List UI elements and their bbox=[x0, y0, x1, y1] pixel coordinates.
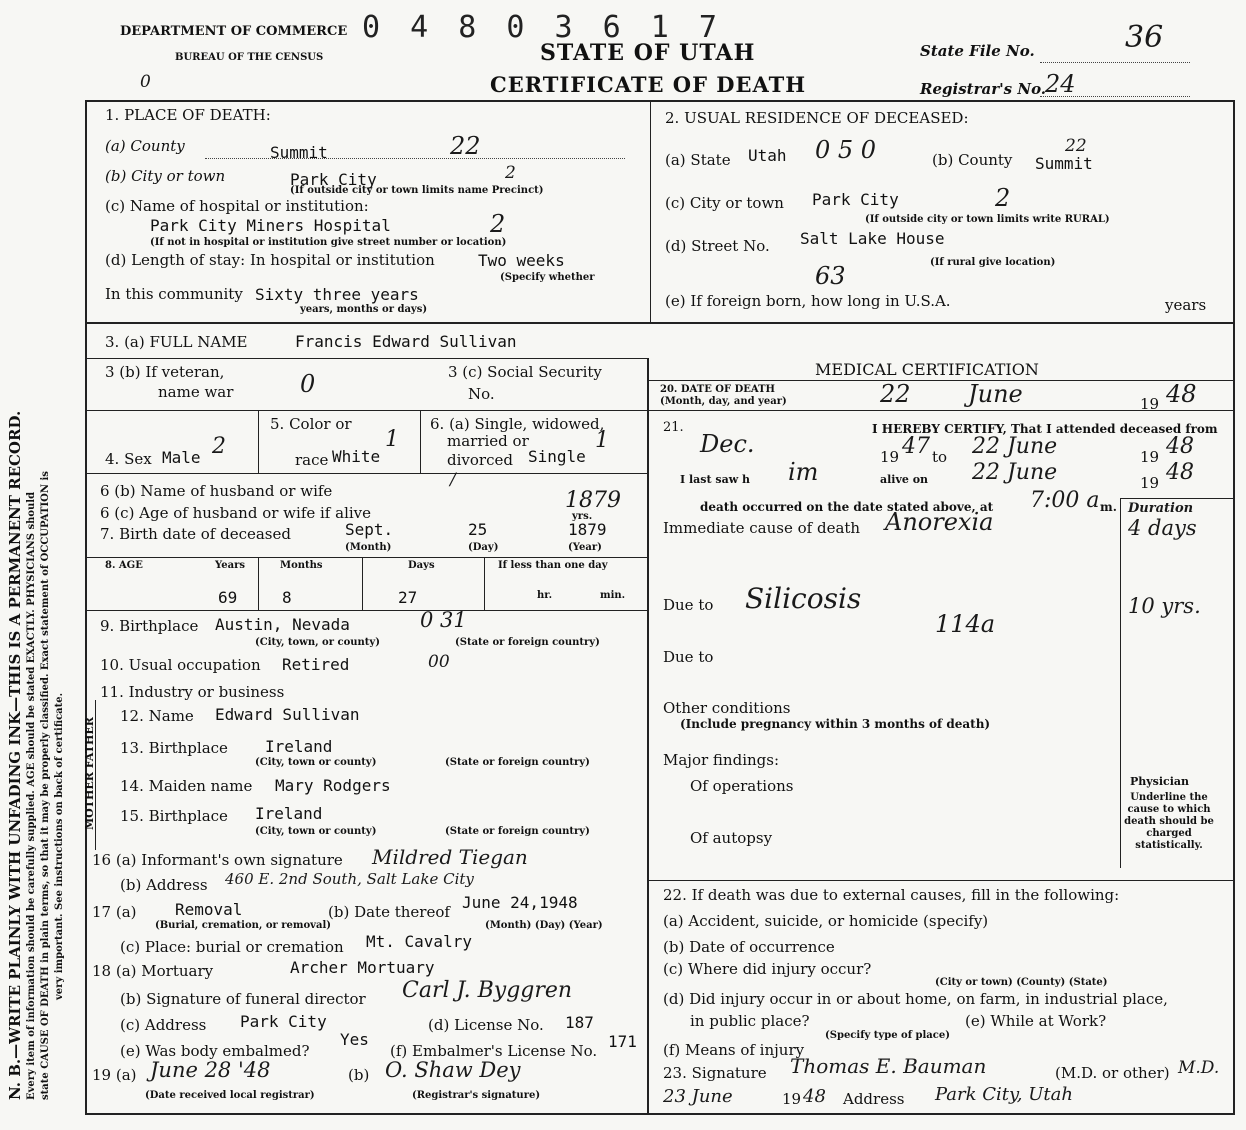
res-foreign-unit: years bbox=[1165, 296, 1207, 314]
birthplace-note2: (State or foreign country) bbox=[455, 637, 600, 648]
side-instruction-3: state CAUSE OF DEATH in plain terms, so that it may be properly classified. Exact statement of OCCUPATION is bbox=[40, 471, 51, 1100]
mortuary-address-value: Park City bbox=[240, 1012, 327, 1031]
birthplace-label: 9. Birthplace bbox=[100, 617, 199, 635]
spouse-label: 6 (b) Name of husband or wife bbox=[100, 482, 333, 500]
burial-date-value: June 24,1948 bbox=[462, 893, 578, 912]
mother-birth-label: 15. Birthplace bbox=[120, 807, 228, 825]
father-name-value: Edward Sullivan bbox=[215, 705, 360, 724]
veteran-label-2: name war bbox=[158, 383, 234, 401]
pod-hospital-code: 2 bbox=[490, 210, 506, 238]
autopsy-label: Of autopsy bbox=[690, 829, 773, 847]
res-city-value: Park City bbox=[812, 190, 899, 209]
age-months: 8 bbox=[282, 588, 292, 607]
ssn-label-1: 3 (c) Social Security bbox=[448, 363, 602, 381]
father-birth-value: Ireland bbox=[265, 737, 333, 756]
marital-code: 1 bbox=[595, 428, 609, 453]
other-conditions-label: Other conditions bbox=[663, 699, 791, 717]
occurred-value: 7:00 a bbox=[1030, 488, 1100, 513]
birth-date-label: 7. Birth date of deceased bbox=[100, 525, 291, 543]
residence-heading: 2. USUAL RESIDENCE OF DECEASED: bbox=[665, 109, 969, 127]
embalmer-license-label: (f) Embalmer's License No. bbox=[390, 1042, 598, 1060]
physician-signature: Thomas E. Bauman bbox=[790, 1054, 987, 1078]
informant-address-label: (b) Address bbox=[120, 876, 208, 894]
mother-name-label: 14. Maiden name bbox=[120, 777, 253, 795]
attended-to-label: to bbox=[932, 448, 948, 466]
pod-city-value: Park City bbox=[290, 170, 377, 189]
external-c-note: (City or town) (County) (State) bbox=[935, 977, 1108, 988]
res-city-label: (c) City or town bbox=[665, 194, 784, 212]
duration-label: Duration bbox=[1128, 501, 1194, 516]
marital-label-3: divorced bbox=[447, 451, 513, 469]
age-months-lbl: Months bbox=[280, 560, 323, 571]
parents-side-label: MOTHER FATHER bbox=[83, 717, 96, 830]
received-value: June 28 '48 bbox=[150, 1058, 271, 1082]
res-county-value: Summit bbox=[1035, 154, 1093, 173]
major-findings-label: Major findings: bbox=[663, 751, 780, 769]
attended-to-date: 22 June bbox=[972, 434, 1058, 459]
state-file-value: 36 bbox=[1125, 20, 1164, 55]
attended-to-yp: 19 bbox=[1140, 448, 1160, 466]
external-b-label: (b) Date of occurrence bbox=[663, 938, 835, 956]
burial-date-note: (Month) (Day) (Year) bbox=[485, 920, 603, 931]
pod-county-code: 22 bbox=[450, 132, 481, 160]
due-to-1-duration: 10 yrs. bbox=[1128, 594, 1201, 618]
physician-title: Physician bbox=[1130, 775, 1190, 788]
external-f-label: (f) Means of injury bbox=[663, 1041, 805, 1059]
registrar-sig-note: (Registrar's signature) bbox=[412, 1090, 541, 1101]
birthplace-value: Austin, Nevada bbox=[215, 615, 350, 634]
res-county-label: (b) County bbox=[932, 151, 1013, 169]
res-state-code: 0 5 0 bbox=[815, 136, 877, 164]
spouse-age-mark: 1879 bbox=[565, 488, 621, 513]
signature-year: 48 bbox=[803, 1086, 826, 1107]
corner-note: 0 bbox=[140, 72, 151, 92]
funeral-director-label: (b) Signature of funeral director bbox=[120, 990, 366, 1008]
burial-label: 17 (a) bbox=[92, 903, 137, 921]
birth-year-lbl: (Year) bbox=[568, 542, 602, 553]
industry-label: 11. Industry or business bbox=[100, 683, 285, 701]
full-name-label: 3. (a) FULL NAME bbox=[105, 333, 248, 351]
pod-city-note: (If outside city or town limits name Precinct) bbox=[290, 185, 544, 196]
res-state-value: Utah bbox=[748, 146, 787, 165]
dod-year-prefix: 19 bbox=[1140, 395, 1160, 413]
medical-heading: MEDICAL CERTIFICATION bbox=[815, 360, 1039, 379]
birth-month: Sept. bbox=[345, 520, 394, 539]
state-file-label: State File No. bbox=[920, 42, 1035, 60]
marital-label-1: 6. (a) Single, widowed, bbox=[430, 415, 605, 433]
father-name-label: 12. Name bbox=[120, 707, 194, 725]
burial-date-label: (b) Date thereof bbox=[328, 903, 450, 921]
external-e-label: (e) While at Work? bbox=[965, 1012, 1107, 1030]
operations-label: Of operations bbox=[690, 777, 794, 795]
received-label: 19 (a) bbox=[92, 1066, 137, 1084]
immediate-cause-value: Anorexia bbox=[885, 508, 994, 536]
due-to-1-label: Due to bbox=[663, 596, 714, 614]
pod-hospital-label: (c) Name of hospital or institution: bbox=[105, 197, 369, 215]
age-years-lbl: Years bbox=[215, 560, 246, 571]
external-d-label: (d) Did injury occur in or about home, on farm, in industrial place, bbox=[663, 990, 1168, 1008]
color-label-2: race bbox=[295, 451, 329, 469]
age-years: 69 bbox=[218, 588, 238, 607]
mother-place-note1: (City, town or county) bbox=[255, 826, 377, 837]
department-label: DEPARTMENT OF COMMERCE bbox=[120, 24, 348, 39]
pod-stay-value: Two weeks bbox=[478, 251, 565, 270]
father-place-note2: (State or foreign country) bbox=[445, 757, 590, 768]
mortuary-value: Archer Mortuary bbox=[290, 958, 435, 977]
age-min-lbl: min. bbox=[600, 590, 626, 601]
res-city-note: (If outside city or town limits write RURAL) bbox=[865, 214, 1110, 225]
mother-place-note2: (State or foreign country) bbox=[445, 826, 590, 837]
spouse-age-unit: yrs. bbox=[572, 511, 593, 522]
pod-county-label: (a) County bbox=[105, 137, 185, 155]
birth-year: 1879 bbox=[568, 520, 607, 539]
external-a-label: (a) Accident, suicide, or homicide (specify) bbox=[663, 912, 989, 930]
last-saw-label: I last saw h bbox=[680, 473, 751, 486]
license-value: 187 bbox=[565, 1013, 594, 1032]
color-value: White bbox=[332, 447, 381, 466]
birthplace-note1: (City, town, or county) bbox=[255, 637, 380, 648]
burial-value: Removal bbox=[175, 900, 243, 919]
attended-to-year: 48 bbox=[1166, 434, 1194, 459]
physician-note: Underline the cause to which death should be charged statistically. bbox=[1124, 792, 1214, 851]
pod-stay-note: (Specify whether bbox=[500, 272, 595, 283]
side-instruction-main: N. B.—WRITE PLAINLY WITH UNFADING INK—THIS IS A PERMANENT RECORD. bbox=[6, 410, 24, 1100]
age-days: 27 bbox=[398, 588, 418, 607]
pod-hospital-note: (If not in hospital or institution give street number or location) bbox=[150, 237, 507, 248]
birth-day-lbl: (Day) bbox=[468, 542, 499, 553]
marital-value: Single bbox=[528, 447, 586, 466]
age-hr-lbl: hr. bbox=[537, 590, 553, 601]
pod-city-code: 2 bbox=[505, 163, 516, 183]
spouse-age-label: 6 (c) Age of husband or wife if alive bbox=[100, 504, 372, 522]
father-place-note1: (City, town or county) bbox=[255, 757, 377, 768]
embalmer-license-value: 171 bbox=[608, 1032, 637, 1051]
pod-county-value: Summit bbox=[270, 143, 328, 162]
alive-label: alive on bbox=[880, 473, 929, 486]
cert-text: I HEREBY CERTIFY, That I attended deceased from bbox=[872, 422, 1218, 436]
res-street-value: Salt Lake House bbox=[800, 229, 945, 248]
dod-year: 48 bbox=[1166, 380, 1197, 408]
signature-address-label: Address bbox=[843, 1090, 905, 1108]
pod-community-value: Sixty three years bbox=[255, 285, 419, 304]
due-to-2-label: Due to bbox=[663, 648, 714, 666]
signature-title: (M.D. or other) bbox=[1055, 1064, 1170, 1082]
pod-community-label: In this community bbox=[105, 285, 243, 303]
signature-md: M.D. bbox=[1178, 1058, 1220, 1078]
external-d2-label: in public place? bbox=[690, 1012, 810, 1030]
signature-yp: 19 bbox=[782, 1090, 802, 1108]
dod-label: 20. DATE OF DEATH bbox=[660, 384, 775, 395]
father-birth-label: 13. Birthplace bbox=[120, 739, 228, 757]
age-lessday-lbl: If less than one day bbox=[498, 560, 608, 571]
alive-date: 22 June bbox=[972, 460, 1058, 485]
registrar-signature: O. Shaw Dey bbox=[385, 1058, 521, 1082]
external-c-label: (c) Where did injury occur? bbox=[663, 960, 872, 978]
veteran-value: 0 bbox=[300, 370, 316, 398]
last-saw-value: im bbox=[788, 458, 819, 486]
attended-from-yp: 19 bbox=[880, 448, 900, 466]
informant-address-value: 460 E. 2nd South, Salt Lake City bbox=[225, 870, 474, 888]
ssn-label-2: No. bbox=[468, 385, 495, 403]
res-foreign-label: (e) If foreign born, how long in U.S.A. bbox=[665, 292, 951, 310]
burial-place-value: Mt. Cavalry bbox=[366, 932, 472, 951]
age-days-lbl: Days bbox=[408, 560, 435, 571]
pod-city-label: (b) City or town bbox=[105, 167, 226, 185]
res-state-label: (a) State bbox=[665, 151, 731, 169]
dod-note: (Month, day, and year) bbox=[660, 396, 787, 407]
occupation-code: 00 bbox=[428, 652, 450, 672]
due-to-1-value: Silicosis bbox=[745, 582, 862, 615]
external-d-note: (Specify type of place) bbox=[825, 1030, 950, 1041]
embalmed-label: (e) Was body embalmed? bbox=[120, 1042, 310, 1060]
occupation-label: 10. Usual occupation bbox=[100, 656, 261, 674]
res-city-code: 2 bbox=[995, 184, 1011, 212]
occurred-label: death occurred on the date stated above, at bbox=[700, 500, 994, 514]
mother-birth-value: Ireland bbox=[255, 804, 323, 823]
immediate-cause-duration: 4 days bbox=[1128, 516, 1197, 540]
other-conditions-note: (Include pregnancy within 3 months of death) bbox=[680, 717, 991, 731]
pod-community-note: years, months or days) bbox=[300, 304, 428, 315]
funeral-director-signature: Carl J. Byggren bbox=[402, 978, 573, 1003]
bureau-label: BUREAU OF THE CENSUS bbox=[175, 52, 324, 63]
res-street-label: (d) Street No. bbox=[665, 237, 770, 255]
sex-label: 4. Sex bbox=[105, 450, 152, 468]
pod-stay-label: (d) Length of stay: In hospital or institution bbox=[105, 251, 435, 269]
registrar-no-label: Registrar's No. bbox=[920, 80, 1047, 98]
mortuary-label: 18 (a) Mortuary bbox=[92, 962, 214, 980]
burial-note: (Burial, cremation, or removal) bbox=[155, 920, 331, 931]
sex-code: 2 bbox=[212, 434, 226, 459]
veteran-label-1: 3 (b) If veteran, bbox=[105, 363, 225, 381]
birth-month-lbl: (Month) bbox=[345, 542, 392, 553]
color-label-1: 5. Color or bbox=[270, 415, 352, 433]
occurred-unit: m. bbox=[1100, 500, 1117, 514]
dod-day: 22 bbox=[880, 380, 911, 408]
age-label: 8. AGE bbox=[105, 560, 143, 571]
marital-label-2: married or bbox=[447, 432, 529, 450]
birthplace-code: 0 31 bbox=[420, 608, 467, 632]
side-instruction-2: Every item of information should be carefully supplied. AGE should be stated EXACTLY. PHYSICIANS should bbox=[26, 491, 37, 1100]
signature-date: 23 June bbox=[663, 1086, 733, 1107]
res-age-mark: 63 bbox=[815, 262, 846, 290]
sex-value: Male bbox=[162, 448, 201, 467]
immediate-cause-label: Immediate cause of death bbox=[663, 519, 861, 537]
cert-number: 21. bbox=[663, 420, 684, 435]
place-of-death-heading: 1. PLACE OF DEATH: bbox=[105, 106, 271, 124]
informant-signature: Mildred Tiegan bbox=[372, 845, 528, 869]
full-name-value: Francis Edward Sullivan bbox=[295, 332, 517, 351]
spouse-mark: / bbox=[450, 470, 456, 490]
alive-yp: 19 bbox=[1140, 474, 1160, 492]
res-street-note: (If rural give location) bbox=[930, 257, 1056, 268]
serial-stamp: 0 4 8 0 3 6 1 7 bbox=[362, 10, 723, 45]
pod-hospital-value: Park City Miners Hospital bbox=[150, 216, 391, 235]
side-instruction-4: very important. See instructions on back of certificate. bbox=[54, 692, 65, 1000]
signature-address: Park City, Utah bbox=[935, 1084, 1073, 1105]
mother-name-value: Mary Rodgers bbox=[275, 776, 391, 795]
state-title: STATE OF UTAH bbox=[540, 40, 756, 66]
birth-day: 25 bbox=[468, 520, 488, 539]
attended-from-year: 47 bbox=[902, 434, 930, 459]
registrar-sig-label: (b) bbox=[348, 1066, 370, 1084]
received-note: (Date received local registrar) bbox=[145, 1090, 315, 1101]
registrar-no-value: 24 bbox=[1045, 70, 1076, 98]
informant-label: 16 (a) Informant's own signature bbox=[92, 851, 343, 869]
dod-month: June bbox=[968, 380, 1023, 408]
embalmed-value: Yes bbox=[340, 1030, 369, 1049]
certificate-title: CERTIFICATE OF DEATH bbox=[490, 72, 807, 97]
color-code: 1 bbox=[385, 427, 399, 452]
res-county-code: 22 bbox=[1065, 136, 1087, 156]
signature-label: 23. Signature bbox=[663, 1064, 767, 1082]
external-causes-label: 22. If death was due to external causes, fill in the following: bbox=[663, 886, 1120, 904]
license-label: (d) License No. bbox=[428, 1016, 544, 1034]
alive-year: 48 bbox=[1166, 460, 1194, 485]
attended-from-month: Dec. bbox=[700, 430, 755, 458]
mortuary-address-label: (c) Address bbox=[120, 1016, 207, 1034]
burial-place-label: (c) Place: burial or cremation bbox=[120, 938, 344, 956]
due-to-1-code: 114a bbox=[935, 610, 996, 638]
occupation-value: Retired bbox=[282, 655, 350, 674]
